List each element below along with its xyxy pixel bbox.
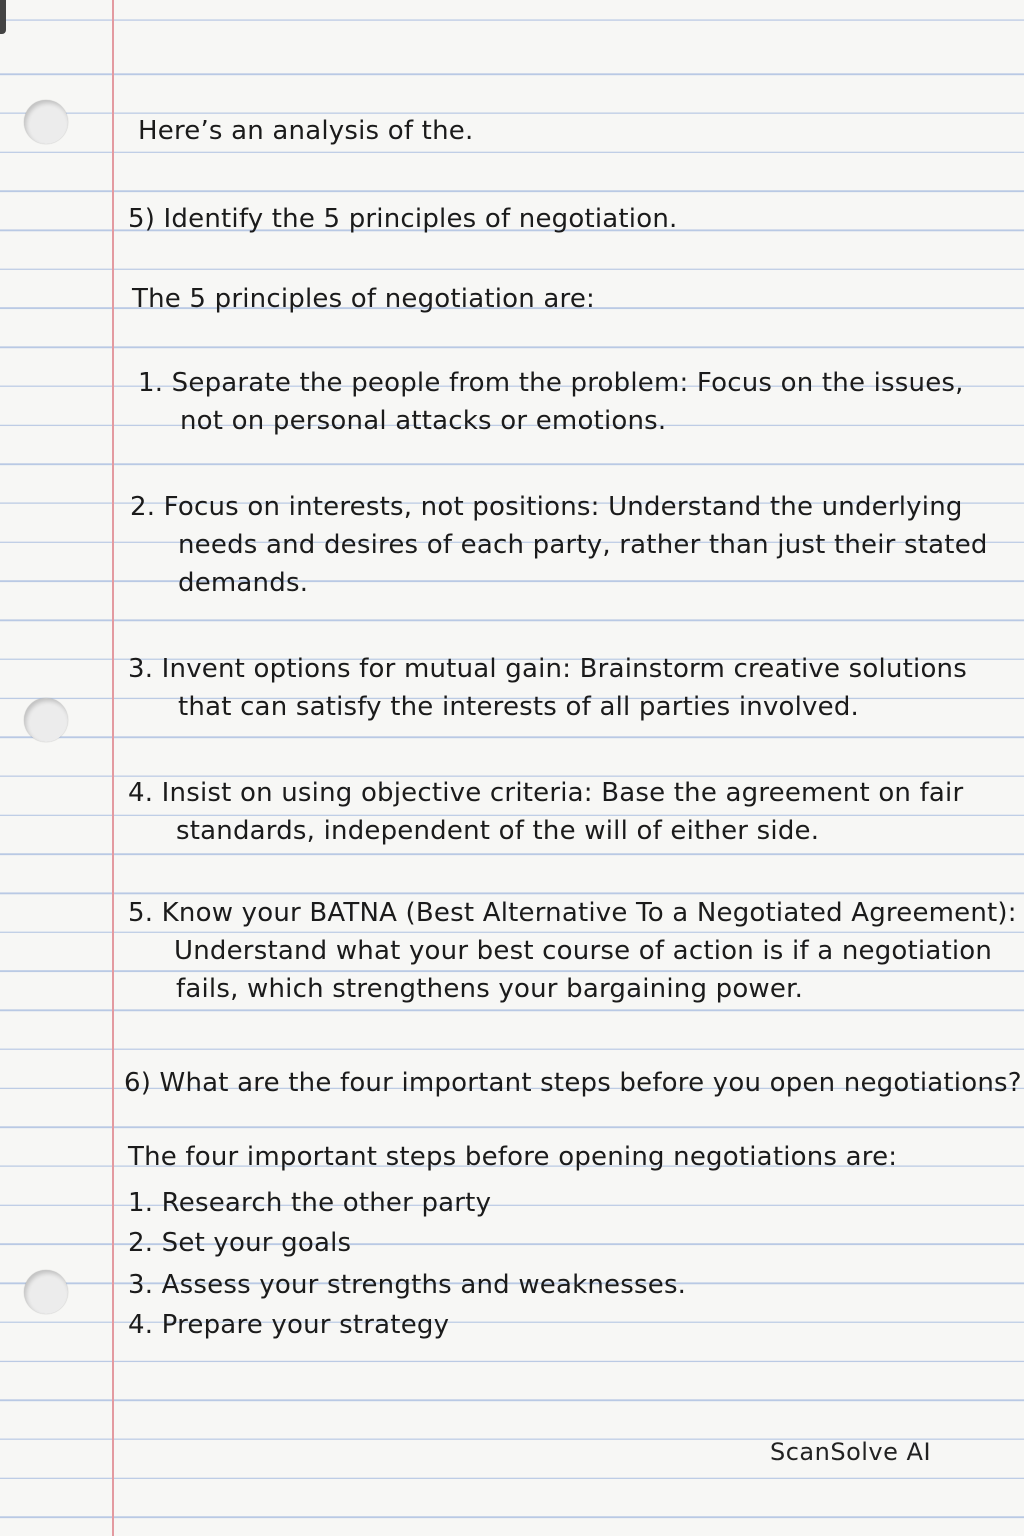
punch-hole-icon bbox=[24, 1270, 68, 1314]
question-5-heading: 5) Identify the 5 principles of negotiation. bbox=[128, 204, 678, 234]
intro-text: Here’s an analysis of the. bbox=[138, 116, 474, 146]
principle-5-line-1: 5. Know your BATNA (Best Alternative To a Negotiated Agreement): bbox=[128, 898, 1017, 928]
principle-5-line-3: fails, which strengthens your bargaining power. bbox=[176, 974, 804, 1004]
step-2: 2. Set your goals bbox=[128, 1228, 352, 1258]
step-1: 1. Research the other party bbox=[128, 1188, 492, 1218]
principle-2-line-2: needs and desires of each party, rather than just their stated bbox=[178, 530, 988, 560]
step-4: 4. Prepare your strategy bbox=[128, 1310, 450, 1340]
step-3: 3. Assess your strengths and weaknesses. bbox=[128, 1270, 687, 1300]
principle-5-line-2: Understand what your best course of action is if a negotiation bbox=[174, 936, 993, 966]
question-6-lead: The four important steps before opening negotiations are: bbox=[128, 1142, 898, 1172]
signature-text: ScanSolve AI bbox=[770, 1438, 932, 1466]
margin-line bbox=[112, 0, 114, 1536]
principle-2-line-1: 2. Focus on interests, not positions: Understand the underlying bbox=[130, 492, 963, 522]
principle-1-line-2: not on personal attacks or emotions. bbox=[180, 406, 667, 436]
punch-hole-icon bbox=[24, 100, 68, 144]
principle-4-line-1: 4. Insist on using objective criteria: Base the agreement on fair bbox=[128, 778, 964, 808]
question-6-heading: 6) What are the four important steps before you open negotiations? bbox=[124, 1068, 1022, 1098]
punch-hole-icon bbox=[24, 698, 68, 742]
principle-1-line-1: 1. Separate the people from the problem: Focus on the issues, bbox=[138, 368, 964, 398]
question-5-lead: The 5 principles of negotiation are: bbox=[132, 284, 596, 314]
principle-3-line-1: 3. Invent options for mutual gain: Brainstorm creative solutions bbox=[128, 654, 967, 684]
principle-3-line-2: that can satisfy the interests of all parties involved. bbox=[178, 692, 860, 722]
corner-mark bbox=[0, 0, 6, 34]
principle-4-line-2: standards, independent of the will of either side. bbox=[176, 816, 820, 846]
principle-2-line-3: demands. bbox=[178, 568, 309, 598]
